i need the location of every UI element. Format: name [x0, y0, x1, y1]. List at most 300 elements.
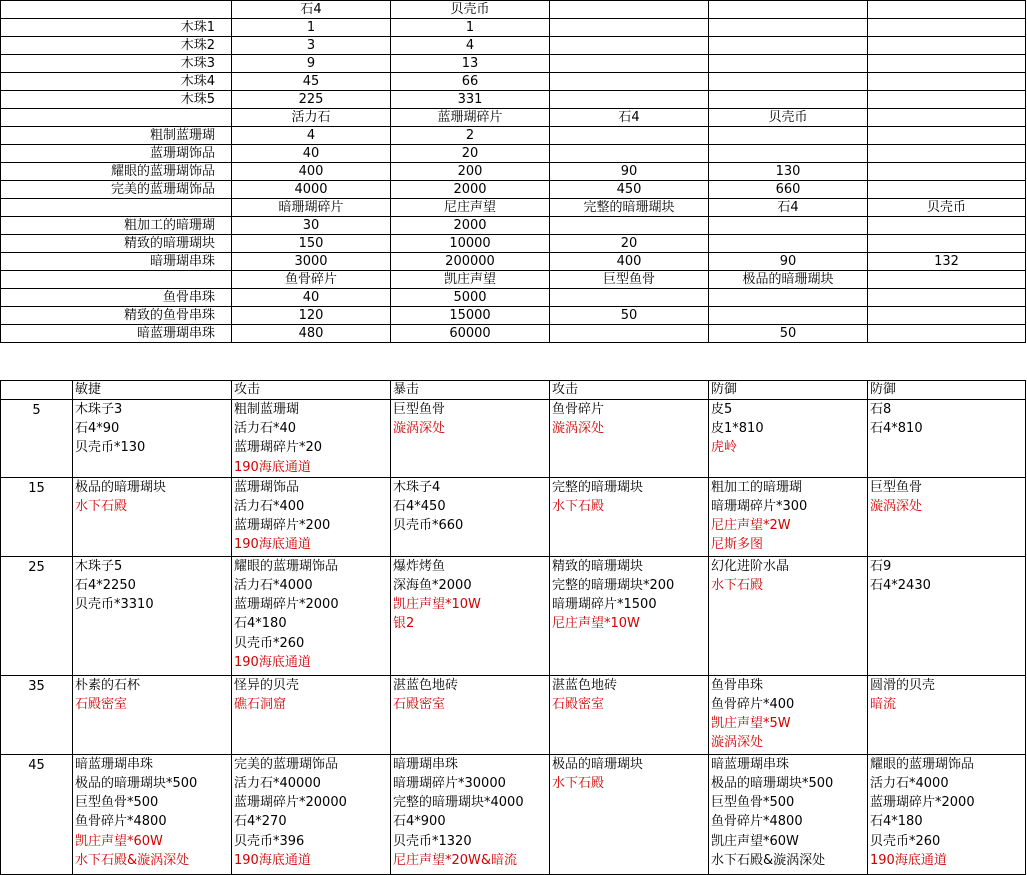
- spacer-cell: [1, 217, 73, 235]
- reward-cell[interactable]: [709, 477, 868, 556]
- level-cell[interactable]: 45: [1, 754, 73, 874]
- reward-line-text: 鱼骨碎片: [552, 402, 605, 417]
- source-location-text: 水下石殿: [552, 776, 605, 792]
- material-row: [1, 19, 1026, 37]
- reward-cell[interactable]: [232, 400, 391, 478]
- material-row: [1, 307, 1026, 325]
- material-value-cell[interactable]: 极品的暗珊瑚块: [709, 271, 868, 289]
- material-value-cell[interactable]: [709, 73, 868, 91]
- material-row: [1, 181, 1026, 199]
- reward-line-text: 活力石*40000: [234, 776, 321, 792]
- stat-header-cell[interactable]: 攻击: [550, 381, 709, 400]
- material-row: [1, 145, 1026, 163]
- material-name-cell[interactable]: 粗制蓝珊瑚: [73, 127, 232, 145]
- material-value-cell[interactable]: 400: [550, 253, 709, 271]
- stat-header-cell[interactable]: 敏捷: [73, 381, 232, 400]
- material-value-cell[interactable]: 1: [232, 19, 391, 37]
- reward-line-text: 水下石殿&漩涡深处: [711, 852, 826, 868]
- material-value-cell[interactable]: [868, 307, 1026, 325]
- reward-line-text: 蓝珊瑚碎片*20000: [234, 795, 347, 811]
- material-value-cell[interactable]: 200: [391, 163, 550, 181]
- material-row: [1, 37, 1026, 55]
- material-name-cell[interactable]: 暗蓝珊瑚串珠: [73, 325, 232, 343]
- material-value-cell[interactable]: 4000: [232, 181, 391, 199]
- material-value-cell[interactable]: [868, 271, 1026, 289]
- material-value-cell[interactable]: [868, 145, 1026, 163]
- spacer-cell: [1, 127, 73, 145]
- material-value-cell[interactable]: 130: [709, 163, 868, 181]
- material-name-cell[interactable]: 完美的蓝珊瑚饰品: [73, 181, 232, 199]
- reward-cell[interactable]: [868, 675, 1026, 754]
- reward-line-text: 耀眼的蓝珊瑚饰品: [870, 756, 975, 772]
- source-location-text: 190海底通道: [234, 537, 311, 553]
- reward-line-text: 暗珊瑚碎片*30000: [393, 776, 506, 792]
- material-value-cell[interactable]: 20: [550, 235, 709, 253]
- reward-line-text: 石4*2430: [870, 578, 931, 594]
- stat-header-cell[interactable]: 防御: [709, 381, 868, 400]
- material-value-cell[interactable]: 石4: [709, 199, 868, 217]
- reward-line-text: 石4*180: [234, 616, 287, 632]
- material-value-cell[interactable]: 40: [232, 145, 391, 163]
- reward-cell[interactable]: [868, 754, 1026, 874]
- reward-line-text: 耀眼的蓝珊瑚饰品: [234, 558, 339, 574]
- level-row: [1, 675, 1026, 754]
- level-reward-body: [1, 381, 1026, 875]
- reward-cell[interactable]: [391, 754, 550, 874]
- reward-line-text: 木珠子3: [75, 402, 123, 417]
- level-reward-table: [0, 380, 1026, 875]
- reward-cell[interactable]: [550, 754, 709, 874]
- material-value-cell[interactable]: 90: [709, 253, 868, 271]
- reward-line-text: 木珠子4: [393, 479, 441, 495]
- material-name-cell[interactable]: 暗珊瑚串珠: [73, 253, 232, 271]
- material-value-cell[interactable]: [868, 55, 1026, 73]
- level-row: [1, 477, 1026, 556]
- spacer-cell: [1, 181, 73, 199]
- material-value-cell[interactable]: 50: [709, 325, 868, 343]
- spacer-cell: [1, 199, 73, 217]
- material-value-cell[interactable]: 60000: [391, 325, 550, 343]
- material-value-cell[interactable]: 9: [232, 55, 391, 73]
- reward-cell[interactable]: [232, 556, 391, 675]
- material-value-cell[interactable]: 3000: [232, 253, 391, 271]
- reward-line-text: 蓝珊瑚碎片*200: [234, 518, 331, 534]
- reward-cell[interactable]: [709, 400, 868, 478]
- reward-cell[interactable]: [391, 400, 550, 478]
- source-location-text: 水下石殿: [552, 499, 605, 515]
- reward-line-text: 鱼骨碎片*4800: [75, 814, 167, 830]
- source-location-text: 190海底通道: [870, 852, 947, 868]
- reward-line-text: 石8: [870, 402, 892, 417]
- material-value-cell[interactable]: [709, 1, 868, 19]
- material-value-cell[interactable]: [709, 145, 868, 163]
- reward-line-text: 石4*180: [870, 814, 923, 830]
- reward-line-text: 活力石*400: [234, 499, 305, 515]
- material-value-cell[interactable]: [868, 127, 1026, 145]
- material-value-cell[interactable]: [709, 235, 868, 253]
- reward-line-text: 活力石*40: [234, 421, 297, 437]
- material-row: [1, 199, 1026, 217]
- material-value-cell[interactable]: [550, 325, 709, 343]
- material-value-cell[interactable]: [550, 127, 709, 145]
- reward-cell[interactable]: [73, 400, 232, 478]
- material-value-cell[interactable]: 凯庄声望: [391, 271, 550, 289]
- source-location-text: 水下石殿: [711, 578, 764, 594]
- material-cost-table: [0, 0, 1026, 343]
- material-value-cell[interactable]: [709, 127, 868, 145]
- reward-line-text: 鱼骨串珠: [711, 677, 764, 693]
- material-name-cell[interactable]: 粗加工的暗珊瑚: [73, 217, 232, 235]
- reward-line-text: 完整的暗珊瑚块*200: [552, 578, 675, 594]
- source-location-text: 漩涡深处: [711, 735, 764, 751]
- reward-cell[interactable]: [550, 556, 709, 675]
- spacer-cell: [1, 37, 73, 55]
- stat-header-cell[interactable]: 防御: [868, 381, 1026, 400]
- material-row: [1, 127, 1026, 145]
- reward-line-text: 暗蓝珊瑚串珠: [75, 756, 154, 772]
- reward-line-text: 幻化进阶水晶: [711, 558, 790, 574]
- reward-line-text: 贝壳币*260: [234, 635, 305, 651]
- material-value-cell[interactable]: [550, 145, 709, 163]
- material-value-cell[interactable]: [550, 289, 709, 307]
- level-cell[interactable]: 5: [1, 400, 73, 478]
- material-value-cell[interactable]: 20: [391, 145, 550, 163]
- stat-header-cell[interactable]: 攻击: [232, 381, 391, 400]
- material-value-cell[interactable]: [868, 217, 1026, 235]
- material-value-cell[interactable]: [868, 325, 1026, 343]
- reward-cell[interactable]: [73, 477, 232, 556]
- reward-cell[interactable]: [73, 556, 232, 675]
- material-value-cell[interactable]: [868, 289, 1026, 307]
- material-row: [1, 253, 1026, 271]
- spacer-cell: [1, 307, 73, 325]
- stat-header-cell[interactable]: 暴击: [391, 381, 550, 400]
- source-location-text: 漩涡深处: [870, 499, 923, 515]
- material-value-cell[interactable]: [550, 37, 709, 55]
- reward-line-text: 完整的暗珊瑚块: [552, 479, 644, 495]
- material-row: [1, 1, 1026, 19]
- reward-line-text: 暗蓝珊瑚串珠: [711, 756, 790, 772]
- material-value-cell[interactable]: [709, 289, 868, 307]
- reward-line-text: 朴素的石杯: [75, 677, 141, 693]
- material-value-cell[interactable]: 鱼骨碎片: [232, 271, 391, 289]
- material-value-cell[interactable]: 2: [391, 127, 550, 145]
- material-value-cell[interactable]: 2000: [391, 181, 550, 199]
- material-value-cell[interactable]: [550, 91, 709, 109]
- reward-line-text: 蓝珊瑚碎片*2000: [234, 597, 339, 613]
- material-value-cell[interactable]: [868, 37, 1026, 55]
- reward-line-text: 圆滑的贝壳: [870, 677, 936, 693]
- material-row: [1, 73, 1026, 91]
- reward-line-text: 贝壳币*396: [234, 833, 305, 849]
- material-value-cell[interactable]: 66: [391, 73, 550, 91]
- reward-line-text: 鱼骨碎片*400: [711, 697, 795, 713]
- reward-line-text: 完整的暗珊瑚块*4000: [393, 795, 524, 811]
- reward-cell[interactable]: [550, 477, 709, 556]
- reward-line-text: 巨型鱼骨*500: [75, 795, 159, 811]
- reward-line-text: 凯庄声望*60W: [711, 833, 799, 849]
- material-value-cell[interactable]: 480: [232, 325, 391, 343]
- spacer-cell: [1, 235, 73, 253]
- material-row: [1, 91, 1026, 109]
- material-value-cell[interactable]: [868, 109, 1026, 127]
- reward-line-text: 暗珊瑚串珠: [393, 756, 459, 772]
- reward-cell[interactable]: [868, 400, 1026, 478]
- material-value-cell[interactable]: 3: [232, 37, 391, 55]
- material-value-cell[interactable]: 400: [232, 163, 391, 181]
- material-row: [1, 271, 1026, 289]
- reward-cell[interactable]: [73, 754, 232, 874]
- material-value-cell[interactable]: [868, 91, 1026, 109]
- material-value-cell[interactable]: [868, 73, 1026, 91]
- reward-line-text: 暗珊瑚碎片*1500: [552, 597, 657, 613]
- material-value-cell[interactable]: 完整的暗珊瑚块: [550, 199, 709, 217]
- spacer-cell: [1, 271, 73, 289]
- reward-cell[interactable]: [391, 477, 550, 556]
- reward-line-text: 蓝珊瑚碎片*20: [234, 440, 323, 456]
- source-location-text: 石殿密室: [393, 697, 446, 713]
- reward-cell[interactable]: [232, 675, 391, 754]
- reward-line-text: 极品的暗珊瑚块: [552, 756, 644, 772]
- material-value-cell[interactable]: [868, 163, 1026, 181]
- material-name-cell[interactable]: 耀眼的蓝珊瑚饰品: [73, 163, 232, 181]
- reward-line-text: 粗制蓝珊瑚: [234, 402, 300, 417]
- source-location-text: 190海底通道: [234, 852, 311, 868]
- reward-cell[interactable]: [391, 556, 550, 675]
- material-value-cell[interactable]: [550, 73, 709, 91]
- reward-cell[interactable]: [868, 556, 1026, 675]
- material-value-cell[interactable]: 5000: [391, 289, 550, 307]
- level-row: [1, 754, 1026, 874]
- reward-line-text: 活力石*4000: [234, 578, 313, 594]
- reward-line-text: 石4*900: [393, 814, 446, 830]
- material-cost-body: [1, 1, 1026, 343]
- reward-line-text: 贝壳币*660: [393, 518, 464, 534]
- reward-line-text: 皮1*810: [711, 421, 764, 437]
- reward-line-text: 巨型鱼骨*500: [711, 795, 795, 811]
- reward-line-text: 粗加工的暗珊瑚: [711, 479, 803, 495]
- reward-line-text: 暗珊瑚碎片*300: [711, 499, 808, 515]
- material-value-cell[interactable]: [550, 1, 709, 19]
- source-location-text: 凯庄声望*10W: [393, 597, 481, 613]
- material-value-cell[interactable]: [709, 55, 868, 73]
- material-value-cell[interactable]: 50: [550, 307, 709, 325]
- source-location-text: 水下石殿: [75, 499, 128, 515]
- material-name-cell[interactable]: 木珠3: [73, 55, 232, 73]
- reward-cell[interactable]: [232, 477, 391, 556]
- reward-line-text: 石4*270: [234, 814, 287, 830]
- reward-cell[interactable]: [709, 675, 868, 754]
- source-location-text: 尼庄声望*20W&暗流: [393, 852, 518, 868]
- reward-line-text: 巨型鱼骨: [870, 479, 923, 495]
- material-name-cell[interactable]: [73, 109, 232, 127]
- material-value-cell[interactable]: [709, 91, 868, 109]
- material-name-cell[interactable]: 木珠4: [73, 73, 232, 91]
- reward-cell[interactable]: [73, 675, 232, 754]
- material-value-cell[interactable]: 巨型鱼骨: [550, 271, 709, 289]
- spacer-cell: [1, 325, 73, 343]
- reward-line-text: 湛蓝色地砖: [552, 677, 618, 693]
- material-value-cell[interactable]: [868, 19, 1026, 37]
- material-value-cell[interactable]: [550, 55, 709, 73]
- material-name-cell[interactable]: 精致的鱼骨串珠: [73, 307, 232, 325]
- material-value-cell[interactable]: [868, 181, 1026, 199]
- material-row: [1, 289, 1026, 307]
- source-location-text: 虎岭: [711, 440, 738, 456]
- reward-line-text: 爆炸烤鱼: [393, 558, 446, 574]
- material-value-cell[interactable]: 石4: [232, 1, 391, 19]
- source-location-text: 银2: [393, 616, 415, 632]
- spacer-cell: [1, 253, 73, 271]
- material-value-cell[interactable]: 132: [868, 253, 1026, 271]
- material-value-cell[interactable]: 贝壳币: [868, 199, 1026, 217]
- spacer-cell: [1, 73, 73, 91]
- reward-cell[interactable]: [550, 675, 709, 754]
- reward-cell[interactable]: [550, 400, 709, 478]
- reward-line-text: 贝壳币*130: [75, 440, 146, 456]
- source-location-text: 凯庄声望*60W: [75, 833, 163, 849]
- reward-line-text: 石9: [870, 558, 892, 574]
- material-value-cell[interactable]: 石4: [550, 109, 709, 127]
- spacer-cell: [1, 289, 73, 307]
- reward-line-text: 怪异的贝壳: [234, 677, 300, 693]
- source-location-text: 漩涡深处: [552, 421, 605, 437]
- material-value-cell[interactable]: [709, 37, 868, 55]
- source-location-text: 水下石殿&漩涡深处: [75, 852, 190, 868]
- material-value-cell[interactable]: 4: [232, 127, 391, 145]
- level-row: [1, 400, 1026, 478]
- reward-line-text: 蓝珊瑚碎片*2000: [870, 795, 975, 811]
- material-value-cell[interactable]: 1: [391, 19, 550, 37]
- level-cell[interactable]: 35: [1, 675, 73, 754]
- material-name-cell[interactable]: [73, 271, 232, 289]
- reward-line-text: 活力石*4000: [870, 776, 949, 792]
- material-row: [1, 217, 1026, 235]
- reward-cell[interactable]: [232, 754, 391, 874]
- material-name-cell[interactable]: [73, 199, 232, 217]
- material-value-cell[interactable]: 331: [391, 91, 550, 109]
- spacer-cell: [1, 91, 73, 109]
- material-value-cell[interactable]: 13: [391, 55, 550, 73]
- material-value-cell[interactable]: 225: [232, 91, 391, 109]
- material-row: [1, 109, 1026, 127]
- source-location-text: 尼庄声望*10W: [552, 616, 640, 632]
- material-value-cell[interactable]: [550, 217, 709, 235]
- reward-line-text: 巨型鱼骨: [393, 402, 446, 417]
- material-value-cell[interactable]: 660: [709, 181, 868, 199]
- material-value-cell[interactable]: 贝壳币: [391, 1, 550, 19]
- material-value-cell[interactable]: [709, 19, 868, 37]
- material-value-cell[interactable]: 30: [232, 217, 391, 235]
- spacer-cell: [1, 109, 73, 127]
- material-value-cell[interactable]: 450: [550, 181, 709, 199]
- source-location-text: 凯庄声望*5W: [711, 716, 791, 732]
- stat-header-cell[interactable]: [1, 381, 73, 400]
- material-name-cell[interactable]: 蓝珊瑚饰品: [73, 145, 232, 163]
- material-row: [1, 163, 1026, 181]
- material-value-cell[interactable]: 15000: [391, 307, 550, 325]
- material-value-cell[interactable]: [868, 1, 1026, 19]
- material-value-cell[interactable]: 10000: [391, 235, 550, 253]
- reward-line-text: 深海鱼*2000: [393, 578, 472, 594]
- material-value-cell[interactable]: [709, 217, 868, 235]
- reward-line-text: 贝壳币*260: [870, 833, 941, 849]
- spacer-cell: [1, 145, 73, 163]
- reward-line-text: 石4*90: [75, 421, 120, 437]
- reward-line-text: 鱼骨碎片*4800: [711, 814, 803, 830]
- material-value-cell[interactable]: 4: [391, 37, 550, 55]
- reward-line-text: 石4*2250: [75, 578, 136, 594]
- material-value-cell[interactable]: 蓝珊瑚碎片: [391, 109, 550, 127]
- reward-line-text: 石4*450: [393, 499, 446, 515]
- source-location-text: 尼庄声望*2W: [711, 518, 791, 534]
- reward-line-text: 极品的暗珊瑚块*500: [75, 776, 198, 792]
- material-row: [1, 55, 1026, 73]
- material-name-cell[interactable]: 木珠5: [73, 91, 232, 109]
- level-row: [1, 556, 1026, 675]
- material-value-cell[interactable]: 尼庄声望: [391, 199, 550, 217]
- material-value-cell[interactable]: 90: [550, 163, 709, 181]
- reward-line-text: 极品的暗珊瑚块: [75, 479, 167, 495]
- reward-line-text: 精致的暗珊瑚块: [552, 558, 644, 574]
- reward-line-text: 极品的暗珊瑚块*500: [711, 776, 834, 792]
- reward-line-text: 完美的蓝珊瑚饰品: [234, 756, 339, 772]
- reward-line-text: 蓝珊瑚饰品: [234, 479, 300, 495]
- material-value-cell[interactable]: 200000: [391, 253, 550, 271]
- reward-cell[interactable]: [868, 477, 1026, 556]
- material-value-cell[interactable]: [709, 307, 868, 325]
- material-value-cell[interactable]: 暗珊瑚碎片: [232, 199, 391, 217]
- spacer-cell: [1, 19, 73, 37]
- reward-cell[interactable]: [709, 556, 868, 675]
- material-value-cell[interactable]: 活力石: [232, 109, 391, 127]
- material-name-cell[interactable]: 木珠1: [73, 19, 232, 37]
- material-name-cell[interactable]: 精致的暗珊瑚块: [73, 235, 232, 253]
- material-value-cell[interactable]: 贝壳币: [709, 109, 868, 127]
- source-location-text: 190海底通道: [234, 459, 311, 475]
- spacer-cell: [1, 55, 73, 73]
- reward-line-text: 石4*810: [870, 421, 923, 437]
- reward-line-text: 贝壳币*1320: [393, 833, 472, 849]
- level-cell[interactable]: 25: [1, 556, 73, 675]
- source-location-text: 190海底通道: [234, 654, 311, 670]
- source-location-text: 尼斯多图: [711, 537, 764, 553]
- source-location-text: 石殿密室: [75, 697, 128, 713]
- material-value-cell[interactable]: 40: [232, 289, 391, 307]
- spacer-cell: [1, 163, 73, 181]
- material-value-cell[interactable]: 150: [232, 235, 391, 253]
- stat-header-row: [1, 381, 1026, 400]
- reward-cell[interactable]: [709, 754, 868, 874]
- level-cell[interactable]: 15: [1, 477, 73, 556]
- reward-line-text: 皮5: [711, 402, 733, 417]
- material-value-cell[interactable]: [868, 235, 1026, 253]
- source-location-text: 漩涡深处: [393, 421, 446, 437]
- material-name-cell[interactable]: [73, 1, 232, 19]
- material-name-cell[interactable]: 鱼骨串珠: [73, 289, 232, 307]
- source-location-text: 礁石洞窟: [234, 697, 287, 713]
- reward-cell[interactable]: [391, 675, 550, 754]
- material-value-cell[interactable]: 120: [232, 307, 391, 325]
- reward-line-text: 湛蓝色地砖: [393, 677, 459, 693]
- material-name-cell[interactable]: 木珠2: [73, 37, 232, 55]
- material-value-cell[interactable]: [550, 19, 709, 37]
- material-value-cell[interactable]: 2000: [391, 217, 550, 235]
- reward-line-text: 木珠子5: [75, 558, 123, 574]
- material-row: [1, 235, 1026, 253]
- material-value-cell[interactable]: 45: [232, 73, 391, 91]
- spacer-cell: [1, 1, 73, 19]
